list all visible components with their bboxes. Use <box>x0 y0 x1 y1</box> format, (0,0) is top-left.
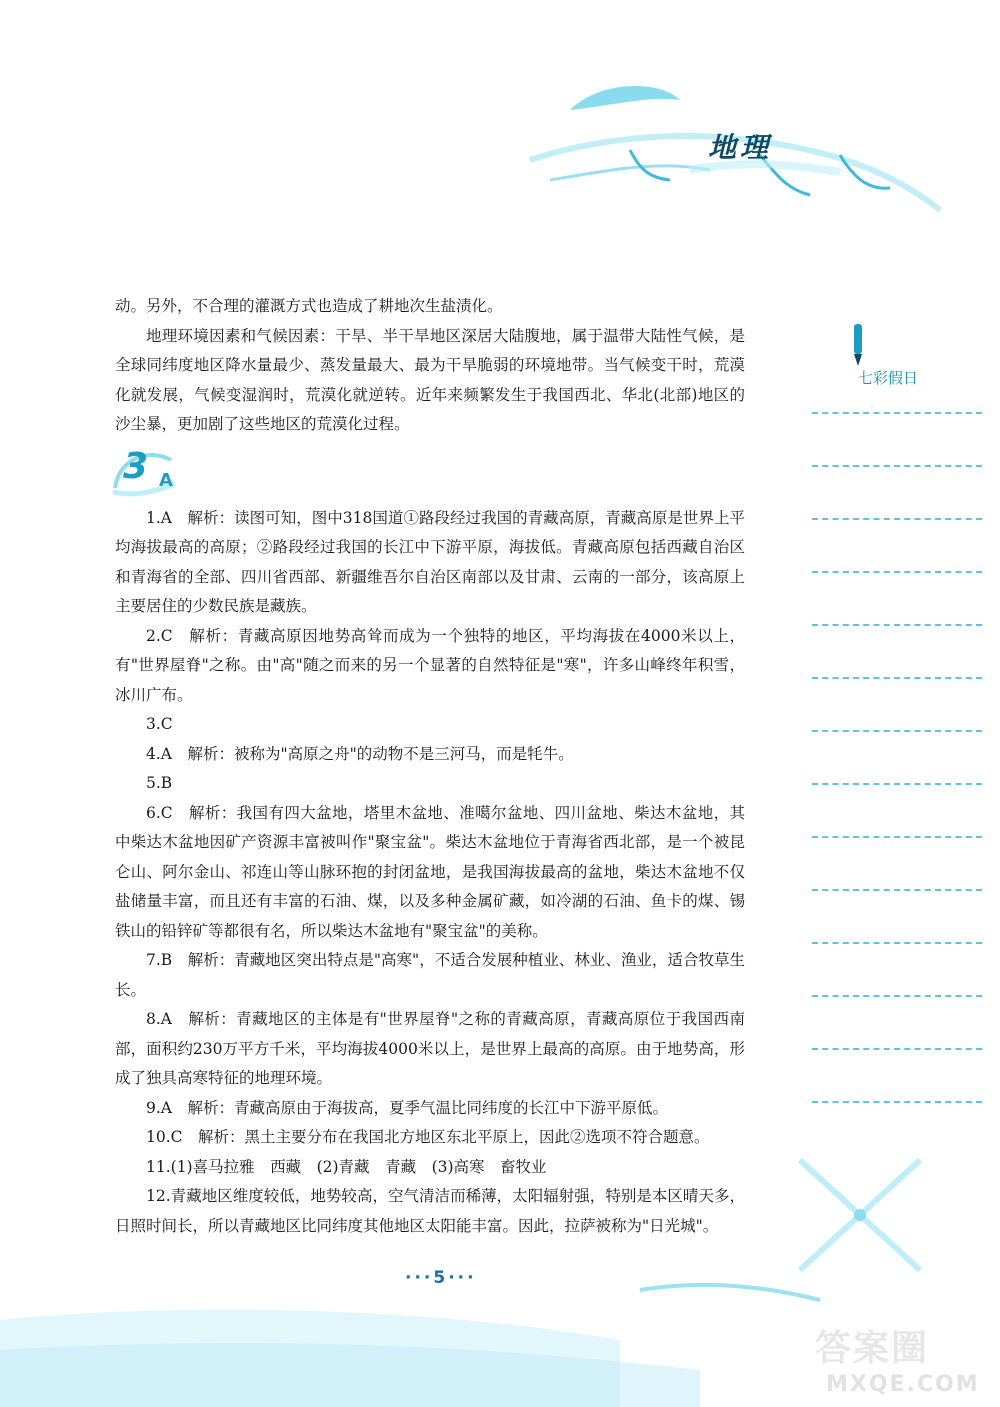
note-line <box>812 1048 982 1050</box>
note-line <box>812 783 982 785</box>
note-line <box>812 995 982 997</box>
answer-item: 5.B <box>146 774 173 792</box>
answer-item: 4.A 解析：被称为"高原之舟"的动物不是三河马，而是牦牛。 <box>146 744 574 763</box>
answer-item: 7.B 解析：青藏地区突出特点是"高寒"，不适合发展种植业、林业、渔业，适合牧草生长。 <box>115 951 745 999</box>
answer-item: 10.C 解析：黑土主要分布在我国北方地区东北平原上，因此②选项不符合题意。 <box>146 1128 710 1146</box>
subject-title: 地理 <box>708 131 773 164</box>
section-number: 3 <box>123 445 149 487</box>
answer-item: 12.青藏地区维度较低，地势较高，空气清洁而稀薄，太阳辐射强，特别是本区晴天多，日照时间长，所以青藏地区比同纬度其他地区太阳能丰富。因此，拉萨被称为"日光城"。 <box>115 1187 745 1235</box>
answer-content <box>115 292 745 1241</box>
answer-item: 3.C <box>146 715 173 733</box>
windmill-decoration <box>770 1150 970 1300</box>
note-line <box>812 518 982 520</box>
note-line <box>812 942 982 944</box>
paragraph: 地理环境因素和气候因素：干旱、半干旱地区深居大陆腹地，属于温带大陆性气候，是全球同纬度地区降水量最少、蒸发量最大、最为干旱脆弱的环境地带。当气候变干时，荒漠化就发展，气候变湿润时，荒漠化就逆转。近年来频繁发生于我国西北、华北(北部)地区的沙尘暴，更加剧了这些地区的荒漠化过程。 <box>115 326 745 433</box>
note-line <box>812 677 982 679</box>
page-number: ···5··· <box>405 1268 477 1288</box>
note-line <box>812 624 982 626</box>
pen-icon <box>846 322 870 368</box>
answer-item: 1.A 解析：读图可知，图中318国道①路段经过我国的青藏高原，青藏高原是世界上平均海拔最高的高原；②路段经过我国的长江中下游平原，海拔低。青藏高原包括西藏自治区和青海省的全部、四川省西部、新疆维吾尔自治区南部以及甘肃、云南的一部分，该高原上主要居住的少数民族是藏族。 <box>115 508 745 615</box>
note-line <box>812 836 982 838</box>
note-line <box>812 889 982 891</box>
section-letter: A <box>159 469 173 491</box>
answer-item: 8.A 解析：青藏地区的主体是有"世界屋脊"之称的青藏高原，青藏高原位于我国西南部，面积约230万平方千米，平均海拔4000米以上，是世界上最高的高原。由于地势高，形成了独具高寒特征的地理环境。 <box>115 1010 745 1087</box>
note-line <box>812 571 982 573</box>
watermark: 答案圈 <box>815 1328 930 1369</box>
answer-item: 11.(1)喜马拉雅 西藏 (2)青藏 青藏 (3)高寒 畜牧业 <box>146 1157 547 1176</box>
paragraph: 动。另外，不合理的灌溉方式也造成了耕地次生盐渍化。 <box>115 297 503 315</box>
section-badge <box>109 445 745 498</box>
note-line <box>812 1101 982 1103</box>
answer-item: 9.A 解析：青藏高原由于海拔高，夏季气温比同纬度的长江中下游平原低。 <box>146 1098 668 1117</box>
note-line <box>812 412 982 414</box>
sidebar-brand: 七彩假日 <box>858 369 919 387</box>
answer-item: 6.C 解析：我国有四大盆地，塔里木盆地、准噶尔盆地、四川盆地、柴达木盆地，其中柴达木盆地因矿产资源丰富被叫作"聚宝盆"。柴达木盆地位于青海省西北部，是一个被昆仑山、阿尔金山、祁连山等山脉环抱的封闭盆地，是我国海拔最高的盆地，柴达木盆地不仅盐储量丰富，而且还有丰富的石油、煤，以及多种金属矿藏，如冷湖的石油、鱼卡的煤、锡铁山的铅锌矿等都很有名，所以柴达木盆地有"聚宝盆"的美称。 <box>115 803 745 940</box>
note-line <box>812 465 982 467</box>
watermark-url: MXQE.COM <box>826 1372 980 1397</box>
answer-item: 2.C 解析：青藏高原因地势高耸而成为一个独特的地区，平均海拔在4000米以上，有"世界屋脊"之称。由"高"随之而来的另一个显著的自然特征是"寒"，许多山峰终年积雪，冰川广布。 <box>115 626 745 704</box>
note-line <box>812 730 982 732</box>
